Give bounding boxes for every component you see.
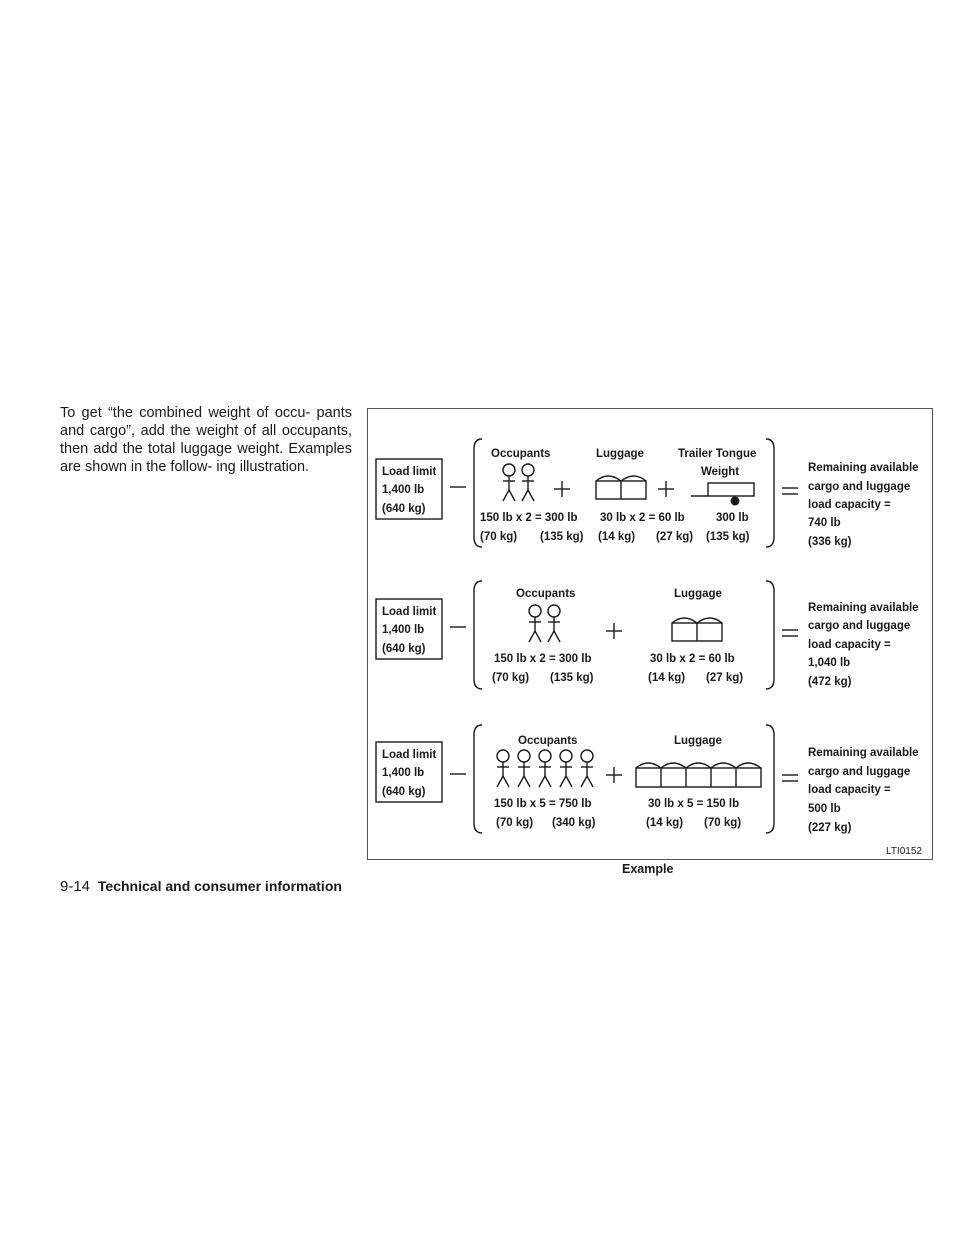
result-line-3: load capacity = [808, 499, 891, 511]
example-row-2 [376, 581, 919, 689]
load-limit-lb: 1,400 lb [382, 624, 425, 636]
load-limit-kg: (640 kg) [382, 786, 426, 798]
occupants-calc-kg-total: (135 kg) [550, 672, 594, 684]
luggage-calc-lb: 30 lb x 2 = 60 lb [600, 512, 685, 524]
open-bracket [474, 725, 482, 833]
trailer-title-line2: Weight [701, 466, 740, 478]
close-bracket [766, 439, 774, 547]
person-icon [548, 605, 560, 642]
example-row-1 [376, 439, 919, 548]
occupants-calc-kg-each: (70 kg) [492, 672, 530, 684]
load-limit-lb: 1,400 lb [382, 767, 425, 779]
luggage-calc-kg-total: (70 kg) [704, 817, 742, 829]
person-icon [518, 750, 530, 787]
close-bracket [766, 725, 774, 833]
result-line-4: 500 lb [808, 803, 841, 815]
person-icon [560, 750, 572, 787]
result-line-5: (472 kg) [808, 676, 852, 688]
person-icon [522, 464, 534, 501]
luggage-calc-kg-each: (14 kg) [646, 817, 684, 829]
trailer-title-line1: Trailer Tongue [678, 448, 757, 460]
person-icon [539, 750, 551, 787]
luggage-calc-lb: 30 lb x 2 = 60 lb [650, 653, 735, 665]
section-title: Technical and consumer information [97, 878, 342, 894]
trailer-calc-lb: 300 lb [716, 512, 749, 524]
trailer-calc-kg: (135 kg) [706, 531, 750, 543]
luggage-calc-kg-each: (14 kg) [598, 531, 636, 543]
example-row-3 [376, 725, 919, 834]
result-line-1: Remaining available [808, 747, 919, 759]
luggage-calc-kg-total: (27 kg) [656, 531, 694, 543]
result-line-5: (336 kg) [808, 536, 852, 548]
load-limit-lb: 1,400 lb [382, 484, 425, 496]
luggage-title: Luggage [674, 735, 722, 747]
person-icon [503, 464, 515, 501]
figure-code: LTI0152 [886, 846, 922, 857]
result-line-2: cargo and luggage [808, 481, 911, 493]
result-line-2: cargo and luggage [808, 766, 911, 778]
load-limit-kg: (640 kg) [382, 503, 426, 515]
occupants-calc-kg-total: (135 kg) [540, 531, 584, 543]
person-icon [529, 605, 541, 642]
load-example-illustration [368, 409, 932, 859]
occupants-calc-lb: 150 lb x 5 = 750 lb [494, 798, 592, 810]
page-footer [60, 878, 342, 895]
result-line-4: 1,040 lb [808, 657, 851, 669]
occupants-title: Occupants [516, 588, 576, 600]
load-limit-label: Load limit [382, 466, 437, 478]
close-bracket [766, 581, 774, 689]
person-icon [497, 750, 509, 787]
result-line-3: load capacity = [808, 639, 891, 651]
load-limit-label: Load limit [382, 606, 437, 618]
luggage-calc-kg-total: (27 kg) [706, 672, 744, 684]
occupants-calc-kg-each: (70 kg) [480, 531, 518, 543]
load-limit-kg: (640 kg) [382, 643, 426, 655]
figure-caption: Example [622, 862, 674, 876]
open-bracket [474, 581, 482, 689]
result-line-1: Remaining available [808, 602, 919, 614]
result-line-2: cargo and luggage [808, 620, 911, 632]
occupants-calc-kg-total: (340 kg) [552, 817, 596, 829]
occupants-title: Occupants [491, 448, 551, 460]
occupants-calc-kg-each: (70 kg) [496, 817, 534, 829]
trailer-tongue-icon [691, 483, 754, 506]
result-line-1: Remaining available [808, 462, 919, 474]
luggage-title: Luggage [674, 588, 722, 600]
occupants-calc-lb: 150 lb x 2 = 300 lb [480, 512, 578, 524]
luggage-calc-lb: 30 lb x 5 = 150 lb [648, 798, 740, 810]
result-line-4: 740 lb [808, 517, 841, 529]
luggage-title: Luggage [596, 448, 644, 460]
load-example-figure [367, 408, 933, 860]
luggage-calc-kg-each: (14 kg) [648, 672, 686, 684]
luggage-icon [672, 618, 722, 641]
occupants-title: Occupants [518, 735, 578, 747]
result-line-5: (227 kg) [808, 822, 852, 834]
intro-paragraph: To get “the combined weight of occu- pants and cargo”, add the weight of all occupants, then add the total luggage weight. Examples are shown in the follow- ing illustration. [60, 405, 352, 475]
load-limit-label: Load limit [382, 749, 437, 761]
person-icon [581, 750, 593, 787]
result-line-3: load capacity = [808, 784, 891, 796]
occupants-calc-lb: 150 lb x 2 = 300 lb [494, 653, 592, 665]
luggage-icon [636, 763, 761, 787]
luggage-icon [596, 476, 646, 499]
page-number: 9-14 [60, 878, 91, 895]
